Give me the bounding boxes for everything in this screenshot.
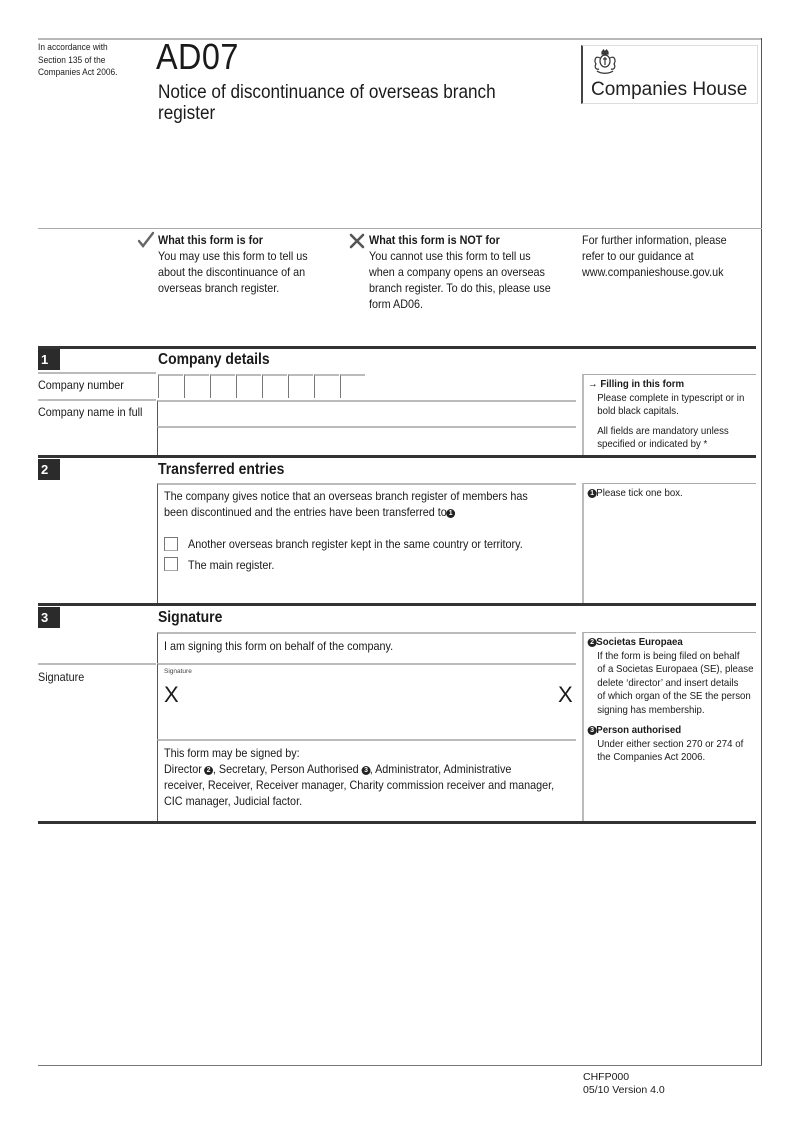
help-heading: Filling in this form (600, 378, 685, 390)
row-divider (38, 372, 156, 374)
signature-end-mark: X (558, 682, 573, 707)
signed-by-line: receiver, Receiver, Receiver manager, Charity commission receiver and manager, (164, 778, 555, 792)
note-2-icon: 2 (204, 766, 213, 775)
help-line: delete ‘director’ and insert details (597, 676, 739, 689)
form-code: AD07 (156, 36, 239, 77)
note-3-icon: 3 (588, 726, 597, 735)
body-line: about the discontinuance of an (158, 265, 306, 279)
logo-text: Companies House (591, 79, 748, 100)
royal-coat-of-arms-icon (591, 49, 619, 75)
body-line: You cannot use this form to tell us (369, 249, 531, 263)
what-form-is-for-heading: What this form is for (158, 233, 264, 247)
section-end-rule (38, 821, 756, 824)
footer (583, 1071, 665, 1097)
digit-box[interactable] (314, 374, 339, 398)
note-1-icon: 1 (588, 489, 597, 498)
what-form-is-not-for (369, 232, 563, 312)
what-form-is-not-for-heading: What this form is NOT for (369, 233, 500, 247)
further-information (582, 232, 753, 280)
company-name-label: Company name in full (38, 405, 143, 419)
note-1-icon: 1 (446, 509, 455, 518)
bottom-rule (38, 1065, 762, 1066)
section-1-rule (38, 346, 756, 349)
signed-by-segment: , Administrator, Administrative (369, 762, 512, 776)
signing-statement: I am signing this form on behalf of the company. (164, 639, 394, 653)
help-line: Please complete in typescript or in (597, 391, 745, 404)
row-divider (38, 399, 156, 401)
legal-reference-line: Section 135 of the (38, 54, 106, 66)
digit-box[interactable] (236, 374, 261, 398)
form-title: Notice of discontinuance of overseas branch register (158, 81, 496, 124)
cross-icon (349, 233, 365, 249)
option-overseas-register-checkbox[interactable] (164, 537, 178, 551)
company-number-input[interactable] (158, 374, 368, 398)
signed-by-segment: , Secretary, Person Authorised (212, 762, 362, 776)
company-name-input-line-1[interactable] (157, 400, 576, 427)
help-line: If the form is being filed on behalf (597, 649, 740, 662)
help-line: the Companies Act 2006. (597, 751, 706, 763)
help-text: Please tick one box. (596, 487, 683, 499)
company-number-label: Company number (38, 378, 124, 392)
help-heading: Person authorised (596, 724, 682, 736)
digit-box[interactable] (210, 374, 235, 398)
what-form-is-for (158, 232, 338, 296)
top-rule (38, 38, 762, 40)
option-main-register-checkbox[interactable] (164, 557, 178, 571)
right-rule (761, 38, 762, 1066)
signature-field-caption: Signature (164, 668, 192, 675)
help-line: bold black capitals. (597, 405, 679, 417)
help-filling-in-form (582, 374, 756, 455)
digit-box[interactable] (262, 374, 287, 398)
section-2-rule (38, 455, 756, 458)
body-line: when a company opens an overseas (369, 265, 545, 279)
help-line: of which organ of the SE the person (597, 690, 751, 702)
section-1-number: 1 (38, 349, 60, 370)
form-version: 05/10 Version 4.0 (583, 1084, 665, 1096)
option-main-register-label: The main register. (188, 558, 275, 572)
section-2-number: 2 (38, 459, 60, 480)
signature-label: Signature (38, 670, 85, 684)
intro-line: The company gives notice that an overseas branch register of members has (164, 489, 528, 503)
section-3-rule (38, 603, 756, 606)
legal-reference (38, 42, 126, 80)
help-tick-one-box (582, 483, 756, 604)
checkmark-icon (137, 231, 155, 249)
help-line: All fields are mandatory unless (597, 424, 729, 437)
note-2-icon: 2 (588, 638, 597, 647)
company-name-input-line-2[interactable] (157, 426, 576, 455)
companies-house-logo (581, 45, 758, 104)
intro-divider (38, 228, 762, 229)
help-line: of a Societas Europaea (SE), please (597, 663, 754, 675)
signed-by-segment: Director (164, 762, 205, 776)
row-divider (38, 663, 156, 665)
body-line: refer to our guidance at (582, 249, 694, 263)
section-1-title: Company details (158, 351, 270, 368)
note-3-icon: 3 (361, 766, 370, 775)
body-line: overseas branch register. (158, 281, 280, 295)
signed-by-heading: This form may be signed by: (164, 746, 300, 760)
signature-field[interactable] (157, 663, 576, 741)
help-heading: Societas Europaea (596, 636, 683, 648)
signed-by-text (164, 745, 554, 809)
section-2-title: Transferred entries (158, 461, 285, 478)
body-line: form AD06. (369, 297, 424, 311)
legal-reference-line: Companies Act 2006. (38, 67, 118, 78)
option-overseas-register-label: Another overseas branch register kept in the same country or territory. (188, 537, 523, 551)
signed-by-line: CIC manager, Judicial factor. (164, 794, 303, 808)
body-line: For further information, please (582, 233, 727, 247)
section-3-number: 3 (38, 607, 60, 628)
help-line: Under either section 270 or 274 of (597, 737, 744, 750)
digit-box[interactable] (288, 374, 313, 398)
help-line: signing has membership. (597, 703, 705, 716)
guidance-url[interactable]: www.companieshouse.gov.uk (582, 265, 724, 279)
transferred-entries-intro (164, 488, 528, 520)
form-reference-code: CHFP000 (583, 1071, 630, 1083)
section-3-title: Signature (158, 609, 223, 626)
body-line: You may use this form to tell us (158, 249, 308, 263)
digit-box[interactable] (340, 374, 365, 398)
signature-start-mark: X (164, 682, 179, 707)
help-line: specified or indicated by * (597, 438, 708, 450)
help-signature-notes (582, 632, 756, 822)
intro-line: been discontinued and the entries have been transferred to (164, 505, 447, 519)
legal-reference-line: In accordance with (38, 42, 108, 53)
body-line: branch register. To do this, please use (369, 281, 551, 295)
arrow-right-icon: → (588, 378, 598, 390)
digit-box[interactable] (184, 374, 209, 398)
digit-box[interactable] (158, 374, 183, 398)
